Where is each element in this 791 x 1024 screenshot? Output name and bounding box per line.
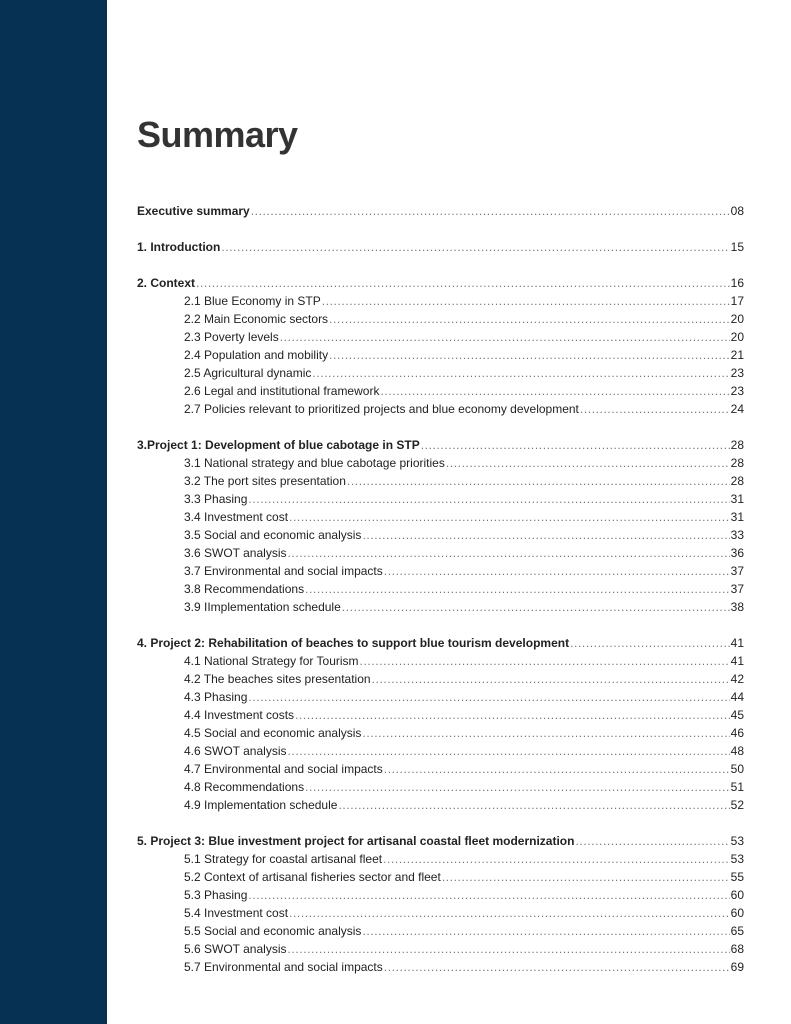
toc-label: 3.9 IImplementation schedule	[184, 600, 341, 614]
toc-subentry[interactable]	[137, 328, 744, 346]
toc-label: 4. Project 2: Rehabilitation of beaches to support blue tourism development	[137, 636, 570, 650]
toc-page: 15	[730, 240, 744, 254]
toc-page: 60	[730, 906, 744, 920]
toc-leader	[384, 562, 730, 580]
toc-label: 2.7 Policies relevant to prioritized projects and blue economy development	[184, 402, 579, 416]
toc-leader	[248, 490, 729, 508]
toc-label: 3.8 Recommendations	[184, 582, 305, 596]
toc-page: 60	[730, 888, 744, 902]
toc-leader	[383, 850, 730, 868]
toc-subentry[interactable]	[137, 400, 744, 418]
toc-label: 4.9 Implementation schedule	[184, 798, 338, 812]
toc-page: 23	[730, 384, 744, 398]
toc-label: 5. Project 3: Blue investment project for artisanal coastal fleet modernization	[137, 834, 575, 848]
toc-label: 3.6 SWOT analysis	[184, 546, 287, 560]
toc-leader	[372, 670, 730, 688]
toc-page: 28	[730, 456, 744, 470]
toc-label: 4.2 The beaches sites presentation	[184, 672, 371, 686]
toc-subentry[interactable]	[137, 904, 744, 922]
toc-page: 51	[730, 780, 744, 794]
toc-entry-context[interactable]	[137, 274, 744, 292]
toc-leader	[305, 778, 730, 796]
toc-subentry[interactable]	[137, 850, 744, 868]
toc-subentry[interactable]	[137, 778, 744, 796]
toc-label: 4.8 Recommendations	[184, 780, 305, 794]
toc-leader	[312, 364, 729, 382]
toc-label: Executive summary	[137, 204, 250, 218]
toc-label: 3.7 Environmental and social impacts	[184, 564, 383, 578]
toc-page: 28	[730, 438, 744, 452]
toc-entry-project-1[interactable]	[137, 436, 744, 454]
toc-label: 2.5 Agricultural dynamic	[184, 366, 312, 380]
toc-subentry[interactable]	[137, 958, 744, 976]
toc-leader	[329, 310, 730, 328]
toc-page: 53	[730, 834, 744, 848]
toc-label: 4.3 Phasing	[184, 690, 248, 704]
toc-label: 3.1 National strategy and blue cabotage priorities	[184, 456, 445, 470]
toc-subentry[interactable]	[137, 724, 744, 742]
toc-subentry[interactable]	[137, 868, 744, 886]
toc-page: 28	[730, 474, 744, 488]
toc-subentry[interactable]	[137, 490, 744, 508]
toc-leader	[196, 274, 730, 292]
toc-label: 2.6 Legal and institutional framework	[184, 384, 380, 398]
toc-leader	[446, 454, 730, 472]
toc-leader	[342, 598, 730, 616]
toc-label: 2.4 Population and mobility	[184, 348, 329, 362]
toc-label: 5.5 Social and economic analysis	[184, 924, 362, 938]
toc-label: 5.3 Phasing	[184, 888, 248, 902]
toc-page: 21	[730, 348, 744, 362]
toc-page: 42	[730, 672, 744, 686]
toc-leader	[362, 724, 729, 742]
toc-page: 24	[730, 402, 744, 416]
toc-leader	[295, 706, 730, 724]
toc-page: 65	[730, 924, 744, 938]
table-of-contents	[137, 202, 744, 976]
toc-subentry[interactable]	[137, 670, 744, 688]
toc-subentry[interactable]	[137, 454, 744, 472]
toc-entry-introduction[interactable]	[137, 238, 744, 256]
toc-entry-project-2[interactable]	[137, 634, 744, 652]
toc-page: 38	[730, 600, 744, 614]
toc-page: 36	[730, 546, 744, 560]
toc-page: 37	[730, 582, 744, 596]
toc-label: 4.4 Investment costs	[184, 708, 295, 722]
toc-label: 4.7 Environmental and social impacts	[184, 762, 383, 776]
toc-page: 16	[730, 276, 744, 290]
toc-leader	[384, 760, 730, 778]
page-title: Summary	[137, 114, 298, 155]
toc-leader	[442, 868, 730, 886]
toc-subentry[interactable]	[137, 382, 744, 400]
toc-label: 4.6 SWOT analysis	[184, 744, 287, 758]
toc-page: 08	[730, 204, 744, 218]
toc-leader	[580, 400, 730, 418]
toc-leader	[362, 526, 729, 544]
toc-leader	[287, 940, 729, 958]
toc-page: 48	[730, 744, 744, 758]
toc-subentry[interactable]	[137, 526, 744, 544]
toc-label: 2.3 Poverty levels	[184, 330, 279, 344]
toc-subentry[interactable]	[137, 544, 744, 562]
toc-subentry[interactable]	[137, 562, 744, 580]
toc-leader	[251, 202, 730, 220]
toc-label: 2.1 Blue Economy in STP	[184, 294, 321, 308]
toc-subentry[interactable]	[137, 922, 744, 940]
toc-page: 68	[730, 942, 744, 956]
toc-leader	[570, 634, 730, 652]
toc-leader	[338, 796, 729, 814]
toc-subentry[interactable]	[137, 688, 744, 706]
toc-subentry[interactable]	[137, 310, 744, 328]
toc-leader	[347, 472, 730, 490]
toc-label: 5.6 SWOT analysis	[184, 942, 287, 956]
toc-label: 3.2 The port sites presentation	[184, 474, 346, 488]
toc-subentry[interactable]	[137, 940, 744, 958]
toc-leader	[360, 652, 730, 670]
toc-label: 3.3 Phasing	[184, 492, 248, 506]
toc-page: 69	[730, 960, 744, 974]
toc-subentry[interactable]	[137, 760, 744, 778]
toc-label: 4.1 National Strategy for Tourism	[184, 654, 359, 668]
toc-leader	[289, 904, 730, 922]
toc-leader	[248, 688, 729, 706]
toc-label: 2. Context	[137, 276, 196, 290]
toc-label: 5.2 Context of artisanal fisheries sector and fleet	[184, 870, 441, 884]
toc-subentry[interactable]	[137, 292, 744, 310]
toc-page: 50	[730, 762, 744, 776]
toc-page: 37	[730, 564, 744, 578]
toc-page: 52	[730, 798, 744, 812]
toc-subentry[interactable]	[137, 472, 744, 490]
toc-page: 17	[730, 294, 744, 308]
toc-subentry[interactable]	[137, 796, 744, 814]
toc-subentry[interactable]	[137, 742, 744, 760]
toc-label: 1. Introduction	[137, 240, 221, 254]
toc-leader	[289, 508, 730, 526]
toc-page: 44	[730, 690, 744, 704]
toc-leader	[329, 346, 730, 364]
toc-subentry[interactable]	[137, 886, 744, 904]
toc-leader	[221, 238, 729, 256]
toc-leader	[248, 886, 729, 904]
toc-label: 5.1 Strategy for coastal artisanal fleet	[184, 852, 383, 866]
toc-subentry[interactable]	[137, 346, 744, 364]
toc-page: 41	[730, 636, 744, 650]
toc-page: 31	[730, 492, 744, 506]
toc-leader	[322, 292, 730, 310]
toc-leader	[380, 382, 729, 400]
toc-page: 53	[730, 852, 744, 866]
toc-subentry[interactable]	[137, 508, 744, 526]
toc-leader	[305, 580, 730, 598]
toc-leader	[362, 922, 729, 940]
toc-leader	[280, 328, 730, 346]
toc-page: 55	[730, 870, 744, 884]
toc-page: 20	[730, 330, 744, 344]
toc-page: 20	[730, 312, 744, 326]
toc-subentry[interactable]	[137, 652, 744, 670]
toc-label: 3.5 Social and economic analysis	[184, 528, 362, 542]
toc-page: 33	[730, 528, 744, 542]
toc-entry-executive-summary[interactable]	[137, 202, 744, 220]
toc-label: 3.4 Investment cost	[184, 510, 289, 524]
toc-label: 5.7 Environmental and social impacts	[184, 960, 383, 974]
toc-page: 31	[730, 510, 744, 524]
sidebar-accent-band	[0, 0, 107, 1024]
toc-leader	[575, 832, 729, 850]
toc-label: 5.4 Investment cost	[184, 906, 289, 920]
toc-label: 3.Project 1: Development of blue cabotage in STP	[137, 438, 420, 452]
toc-page: 45	[730, 708, 744, 722]
toc-leader	[384, 958, 730, 976]
toc-subentry[interactable]	[137, 706, 744, 724]
toc-leader	[421, 436, 730, 454]
toc-label: 2.2 Main Economic sectors	[184, 312, 329, 326]
toc-subentry[interactable]	[137, 364, 744, 382]
toc-label: 4.5 Social and economic analysis	[184, 726, 362, 740]
toc-page: 23	[730, 366, 744, 380]
toc-leader	[287, 742, 729, 760]
toc-entry-project-3[interactable]	[137, 832, 744, 850]
toc-subentry[interactable]	[137, 598, 744, 616]
toc-page: 41	[730, 654, 744, 668]
toc-leader	[287, 544, 729, 562]
toc-page: 46	[730, 726, 744, 740]
toc-subentry[interactable]	[137, 580, 744, 598]
